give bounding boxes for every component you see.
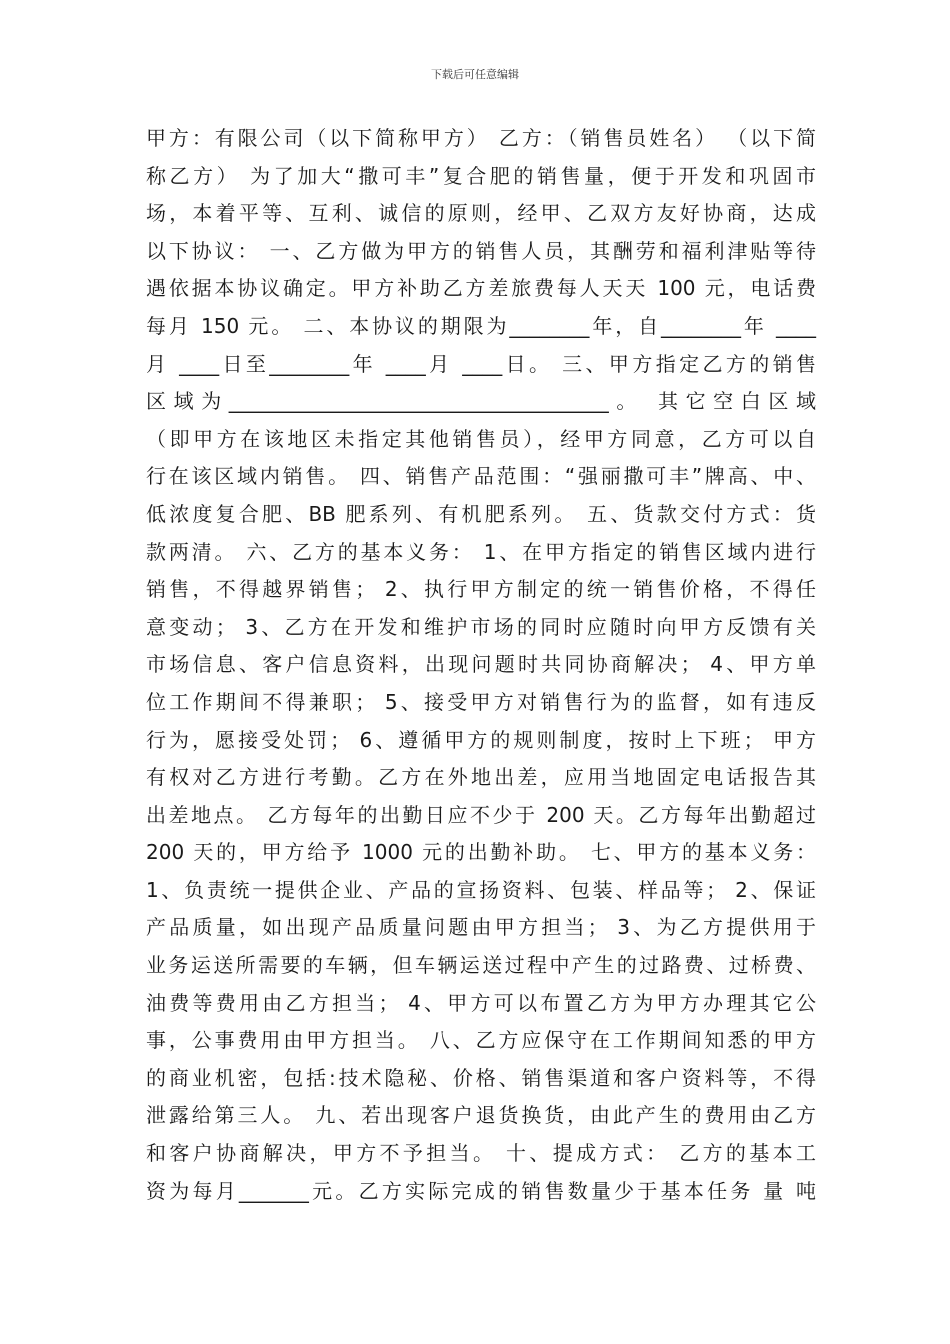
text-line: 产品质量，如出现产品质量问题由甲方担当； 3、为乙方提供用于 [146,915,816,940]
text-line: 场，本着平等、互利、诚信的原则，经甲、乙双方友好协商，达成 [146,201,816,226]
text-line: 有权对乙方进行考勤。乙方在外地出差，应用当地固定电话报告其 [146,765,816,790]
text-line: 事，公事费用由甲方担当。 八、乙方应保守在工作期间知悉的甲方 [146,1028,816,1053]
body-text [146,120,816,1210]
text-line: 行在该区域内销售。 四、销售产品范围：“强丽撒可丰”牌高、中、 [146,464,816,489]
text-line: 甲方：有限公司（以下简称甲方） 乙方：（销售员姓名） （以下简 [146,126,816,150]
text-line: 销售，不得越界销售； 2、执行甲方制定的统一销售价格，不得任 [146,577,816,602]
text-line: 每月 150 元。 二、本协议的期限为________年，自________年 ____ [146,313,816,338]
text-line: 以下协议： 一、乙方做为甲方的销售人员，其酬劳和福利津贴等待 [146,238,816,263]
text-line: 意变动； 3、乙方在开发和维护市场的同时应随时向甲方反馈有关 [146,614,816,639]
text-line: 油费等费用由乙方担当； 4、甲方可以布置乙方为甲方办理其它公 [146,990,816,1015]
text-line: 业务运送所需要的车辆，但车辆运送过程中产生的过路费、过桥费、 [146,953,816,978]
text-line: 泄露给第三人。 九、若出现客户退货换货，由此产生的费用由乙方 [146,1103,816,1128]
text-line: （即甲方在该地区未指定其他销售员），经甲方同意，乙方可以自 [146,426,816,451]
text-line: 出差地点。 乙方每年的出勤日应不少于 200 天。乙方每年出勤超过 [146,802,816,827]
text-line: 市场信息、客户信息资料，出现问题时共同协商解决； 4、甲方单 [146,652,816,677]
text-line: 月 ____日至________年 ____月 ____日。 三、甲方指定乙方的销售 [146,351,816,376]
text-line: 200 天的，甲方给予 1000 元的出勤补助。 七、甲方的基本义务： [146,840,816,865]
text-line: 称乙方） 为了加大“撒可丰”复合肥的销售量，便于开发和巩固市 [146,163,816,188]
text-line: 低浓度复合肥、BB 肥系列、有机肥系列。 五、货款交付方式：货 [146,501,816,526]
page-header: 下载后可任意编辑 [431,68,519,81]
text-line: 位工作期间不得兼职； 5、接受甲方对销售行为的监督，如有违反 [146,689,816,714]
text-line: 的商业机密，包括:技术隐秘、价格、销售渠道和客户资料等，不得 [146,1065,816,1090]
text-line: 资为每月_______元。乙方实际完成的销售数量少于基本任务 量 吨 [146,1178,816,1203]
text-line: 遇依据本协议确定。甲方补助乙方差旅费每人天天 100 元，电话费 [146,276,816,301]
text-line: 1、负责统一提供企业、产品的宣扬资料、包装、样品等； 2、保证 [146,877,816,902]
text-line: 和客户协商解决，甲方不予担当。 十、提成方式： 乙方的基本工 [146,1141,816,1166]
text-line: 区域为______________________________________。 其它空白区域 [146,389,816,414]
text-line: 款两清。 六、乙方的基本义务： 1、在甲方指定的销售区域内进行 [146,539,816,564]
text-line: 行为，愿接受处罚； 6、遵循甲方的规则制度，按时上下班； 甲方 [146,727,816,752]
